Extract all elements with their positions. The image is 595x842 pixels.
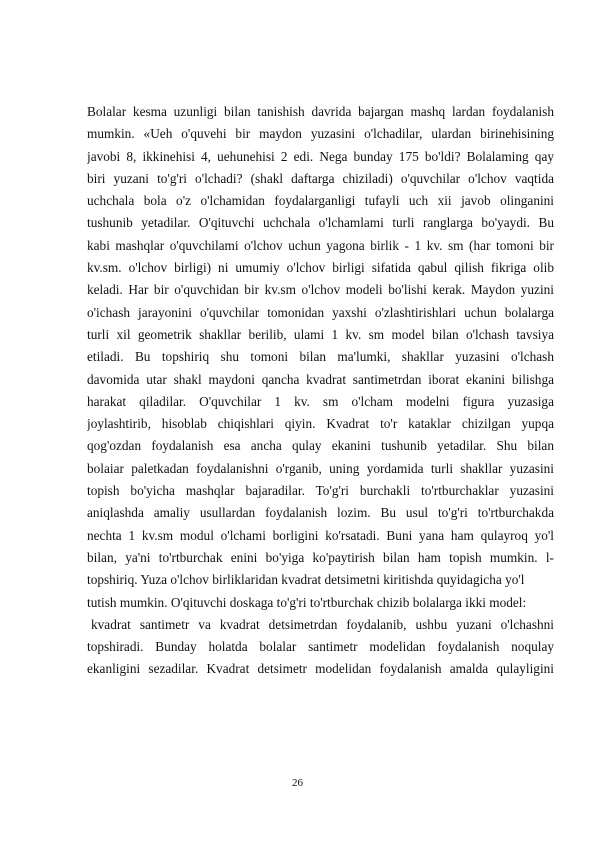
text-line: nechta 1 kv.sm modul o'lchami borligini ko'rsatadi. Buni yana ham qulayroq yo'l	[87, 527, 554, 543]
text-line: kv.sm. o'lchov birligi) ni umumiy o'lchov birligi sifatida qabul qilish fikriga olib	[87, 260, 554, 276]
text-line: Bolalar kesma uzunligi bilan tanishish davrida bajargan mashq lardan foydalanish	[87, 104, 554, 119]
text-line: bilan, ya'ni to'rtburchak enini bo'yiga ko'paytirish bilan ham topish mumkin. l-	[87, 549, 554, 565]
text-line: keladi. Har bir o'quvchidan bir kv.sm o'lchov modeli bo'lishi kerak. Maydon yuzini	[87, 282, 554, 298]
text-line: topshiradi. Bunday holatda bolalar santimetr modelidan foydalanish noqulay	[87, 639, 554, 655]
body-text	[87, 101, 554, 681]
text-line: ekanligini sezadilar. Kvadrat detsimetr modelidan foydalanish amalda qulayligini	[87, 661, 554, 677]
text-line: mumkin. «Ueh o'quvehi bir maydon yuzasini o'lchadilar, ulardan birinehisining	[87, 126, 554, 142]
text-line: biri yuzani to'g'ri o'lchadi? (shakl daftarga chiziladi) o'quvchilar o'lchov vaqtida	[87, 170, 554, 186]
text-line: davomida utar shakl maydoni qancha kvadrat santimetrdan iborat ekanini bilishga	[87, 371, 554, 387]
text-line: aniqlashda amaliy usullardan foydalanish lozim. Bu usul to'g'ri to'rtburchakda	[87, 505, 554, 521]
page-number: 26	[292, 777, 303, 789]
text-line: turli xil geometrik shakllar berilib, ulami 1 kv. sm model bilan o'lchash tavsiya	[87, 326, 554, 342]
text-line: bolaiar paletkadan foydalanishni o'rganib, uning yordamida turli shakllar yuzasini	[87, 460, 554, 476]
text-line: topish bo'yicha mashqlar bajaradilar. To'g'ri burchakli to'rtburchaklar yuzasini	[87, 483, 554, 499]
text-line: tushunib yetadilar. O'qituvchi uchchala o'lchamlami turli ranglarga bo'yaydi. Bu	[87, 215, 554, 231]
text-line: harakat qiladilar. O'quvchilar 1 kv. sm o'lcham modelni figura yuzasiga	[87, 393, 554, 409]
text-line: o'ichash jarayonini o'quvchilar tomonidan yaxshi o'zlashtirishlari uchun bolalarga	[87, 304, 554, 320]
text-line: topshiriq. Yuza o'lchov birliklaridan kvadrat detsimetni kiritishda quyidagicha yo'l	[87, 572, 525, 588]
text-line: joylashtirib, hisoblab chiqishlari qiyin. Kvadrat to'r kataklar chizilgan yupqa	[87, 416, 554, 432]
text-line: tutish mumkin. O'qituvchi doskaga to'g'ri to'rtburchak chizib bolalarga ikki model:	[87, 594, 527, 610]
text-line: etiladi. Bu topshiriq shu tomoni bilan ma'lumki, shakllar yuzasini o'lchash	[87, 349, 554, 365]
text-line: uchchala bola o'z o'lchamidan foydalarganligi tufayli uch xii javob olinganini	[87, 193, 554, 209]
text-line: qog'ozdan foydalanish esa ancha qulay ekanini tushunib yetadilar. Shu bilan	[87, 438, 554, 454]
text-line: kvadrat santimetr va kvadrat detsimetrdan foydalanib, ushbu yuzani o'lchashni	[91, 616, 554, 632]
text-line: kabi mashqlar o'quvchilami o'lchov uchun yagona birlik - 1 kv. sm (har tomoni bir	[87, 237, 554, 253]
text-line: javobi 8, ikkinehisi 4, uehunehisi 2 edi. Nega bunday 175 bo'ldi? Bolalaming qay	[87, 148, 554, 164]
